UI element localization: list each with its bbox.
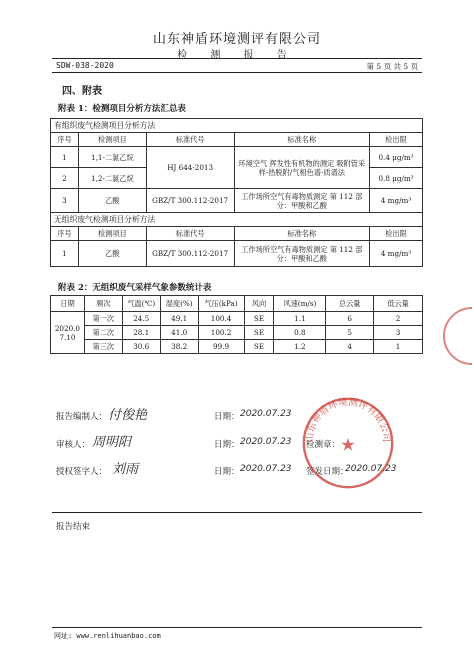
cell-no: 1 [51, 241, 79, 267]
header-cell: 标准名称 [234, 133, 370, 147]
report-subtitle: 检 测 报 告 [177, 50, 297, 61]
page-info: 第 5 页 共 5 页 [366, 62, 418, 71]
cell-total: 6 [326, 312, 374, 326]
author-date-label: 日期： [214, 412, 240, 422]
cell-code: GBZ/T 300.112-2017 [146, 241, 234, 267]
cell-dir: SE [244, 340, 274, 354]
header-cell: 湿度(%) [160, 296, 198, 312]
header-rule-top [52, 58, 422, 59]
document-number: SDW-038-2020 [56, 61, 114, 70]
svg-text:★: ★ [340, 435, 356, 456]
issue-date: 2020.07.23 [345, 464, 397, 474]
group2-label: 无组织废气检测项目分析方法 [51, 213, 423, 227]
report-end: 报告结束 [56, 522, 91, 532]
cell-hum: 49.1 [160, 312, 198, 326]
cell-code: GBZ/T 300.112-2017 [146, 189, 234, 213]
table2-title: 附表 2：无组织废气采样气象参数统计表 [58, 283, 212, 293]
end-rule [52, 512, 422, 513]
header-cell: 标准代号 [146, 133, 234, 147]
company-name: 山东神盾环境测评有限公司 [152, 32, 321, 47]
methods-table [50, 118, 423, 267]
cell-dir: SE [244, 326, 274, 340]
author-label: 报告编制人： [56, 412, 108, 422]
header-cell: 风向 [244, 296, 274, 312]
cell-speed: 1.2 [274, 340, 326, 354]
cell-speed: 0.8 [274, 326, 326, 340]
author-date: 2020.07.23 [240, 409, 292, 419]
header-cell: 检测项目 [78, 133, 146, 147]
header-cell: 频次 [84, 296, 122, 312]
issue-date-label: 签发日期： [306, 467, 349, 477]
cell-code: HJ 644-2013 [146, 147, 234, 189]
cell-limit: 4 mg/m³ [370, 241, 423, 267]
reviewer-date-label: 日期： [214, 440, 240, 450]
cell-item: 1,2-二氯乙烷 [78, 168, 146, 189]
cell-freq: 第三次 [84, 340, 122, 354]
cell-hum: 41.0 [160, 326, 198, 340]
cell-low: 2 [374, 312, 423, 326]
table-row [51, 241, 423, 267]
cell-freq: 第一次 [84, 312, 122, 326]
cell-pres: 99.9 [198, 340, 244, 354]
cell-total: 4 [326, 340, 374, 354]
seal-label: 检测章： [306, 440, 341, 450]
signer-date-label: 日期： [214, 467, 240, 477]
weather-table [50, 295, 423, 354]
header-cell: 序号 [51, 227, 79, 241]
cell-temp: 28.1 [122, 326, 160, 340]
signer-signature: 刘雨 [112, 462, 139, 477]
cell-item: 乙酸 [78, 189, 146, 213]
cell-name: 工作场所空气有毒物质测定 第 112 部分：甲酸和乙酸 [234, 241, 370, 267]
cell-limit: 0.8 μg/m³ [370, 168, 423, 189]
cell-pres: 100.4 [198, 312, 244, 326]
cell-dir: SE [244, 312, 274, 326]
cell-freq: 第二次 [84, 326, 122, 340]
cell-date: 2020.07.10 [51, 312, 85, 354]
header-cell: 低云量 [374, 296, 423, 312]
cell-limit: 0.4 μg/m³ [370, 147, 423, 168]
table-row [51, 340, 423, 354]
reviewer-label: 审核人： [56, 440, 91, 450]
header-cell: 气压(kPa) [198, 296, 244, 312]
group1-label: 有组织废气检测项目分析方法 [51, 119, 423, 133]
header-cell: 序号 [51, 133, 79, 147]
cell-low: 3 [374, 326, 423, 340]
cell-item: 乙酸 [78, 241, 146, 267]
cell-no: 3 [51, 189, 79, 213]
table-row [51, 147, 423, 168]
cell-no: 2 [51, 168, 79, 189]
cell-temp: 30.6 [122, 340, 160, 354]
footer-url: 网址: www.renlihuanbao.com [54, 632, 161, 640]
cell-item: 1,1-二氯乙烷 [78, 147, 146, 168]
reviewer-signature: 周明阳 [92, 435, 132, 450]
company-seal-stamp [300, 395, 396, 491]
table-row [51, 326, 423, 340]
author-signature: 付俊艳 [108, 408, 148, 423]
header-cell: 标准代号 [146, 227, 234, 241]
table-row [51, 312, 423, 326]
cell-no: 1 [51, 147, 79, 168]
header-cell: 风速(m/s) [274, 296, 326, 312]
cell-limit: 4 mg/m³ [370, 189, 423, 213]
cell-name: 工作场所空气有毒物质测定 第 112 部分：甲酸和乙酸 [234, 189, 370, 213]
cell-pres: 100.2 [198, 326, 244, 340]
header-cell: 检出限 [370, 133, 423, 147]
header-cell: 气温(℃) [122, 296, 160, 312]
reviewer-date: 2020.07.23 [240, 437, 292, 447]
header-cell: 检测项目 [78, 227, 146, 241]
header-cell: 日期 [51, 296, 85, 312]
cell-name: 环境空气 挥发性有机物的测定 吸附管采样-热脱附/气相色谱-质谱法 [234, 147, 370, 189]
table1-title: 附表 1：检测项目分析方法汇总表 [58, 104, 186, 114]
cell-temp: 24.5 [122, 312, 160, 326]
cell-speed: 1.1 [274, 312, 326, 326]
cell-hum: 38.2 [160, 340, 198, 354]
seal-text: 山东神盾环境测评有限公司 [304, 396, 392, 443]
header-cell: 总云量 [326, 296, 374, 312]
footer-rule [52, 627, 422, 628]
section-title: 四、附表 [62, 86, 102, 97]
table-row [51, 189, 423, 213]
cell-total: 5 [326, 326, 374, 340]
signer-label: 授权签字人： [56, 467, 108, 477]
signer-date: 2020.07.23 [240, 464, 292, 474]
header-rule-bottom [52, 72, 422, 73]
edge-seal-stamp [442, 306, 474, 366]
header-cell: 检出限 [370, 227, 423, 241]
header-cell: 标准名称 [234, 227, 370, 241]
cell-low: 1 [374, 340, 423, 354]
